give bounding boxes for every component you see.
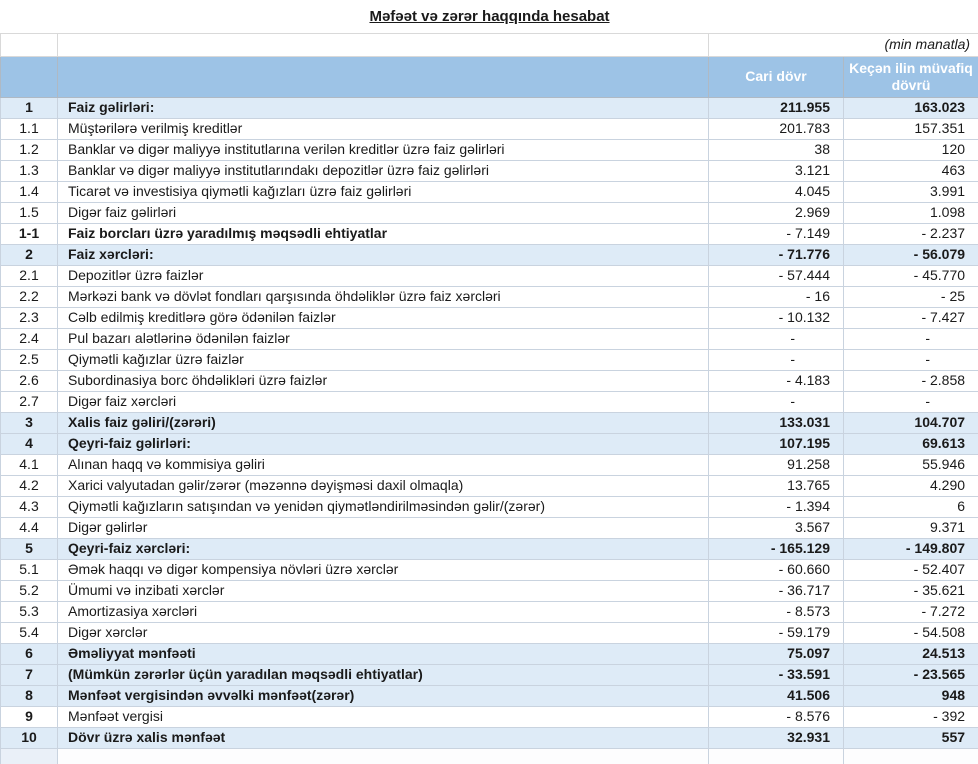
- trailing-empty-row: [1, 748, 978, 764]
- row-label: Qiymətli kağızlar üzrə faizlər: [58, 349, 709, 370]
- table-row: [1, 496, 978, 517]
- row-label: Xarici valyutadan gəlir/zərər (məzənnə dəyişməsi daxil olmaqla): [58, 475, 709, 496]
- row-value-current: - 36.717: [709, 580, 844, 601]
- row-label: Ticarət və investisiya qiymətli kağızları üzrə faiz gəlirləri: [58, 181, 709, 202]
- row-value-previous: - 52.407: [844, 559, 978, 580]
- row-value-current: - 7.149: [709, 223, 844, 244]
- row-value-current: - 1.394: [709, 496, 844, 517]
- table-row: [1, 97, 978, 118]
- unit-note: (min manatla): [709, 33, 978, 56]
- row-value-current: -: [709, 349, 844, 370]
- row-label: Müştərilərə verilmiş kreditlər: [58, 118, 709, 139]
- table-row: [1, 559, 978, 580]
- row-label: Mənfəət vergisi: [58, 706, 709, 727]
- page-title: Məfəət və zərər haqqında hesabat: [369, 7, 610, 25]
- table-row: [1, 580, 978, 601]
- row-number: 5.1: [1, 559, 58, 580]
- row-value-previous: - 56.079: [844, 244, 978, 265]
- row-value-current: - 33.591: [709, 664, 844, 685]
- row-value-previous: - 2.237: [844, 223, 978, 244]
- row-value-previous: - 392: [844, 706, 978, 727]
- row-value-previous: 104.707: [844, 412, 978, 433]
- header-cell-label: [58, 56, 709, 97]
- row-number: 2.7: [1, 391, 58, 412]
- table-row: [1, 538, 978, 559]
- row-value-current: 2.969: [709, 202, 844, 223]
- table-row: [1, 601, 978, 622]
- row-value-previous: 9.371: [844, 517, 978, 538]
- row-label: Banklar və digər maliyyə institutlarına verilən kreditlər üzrə faiz gəlirləri: [58, 139, 709, 160]
- row-number: 1.3: [1, 160, 58, 181]
- table-row: [1, 118, 978, 139]
- row-value-current: - 57.444: [709, 265, 844, 286]
- row-value-previous: -: [844, 328, 978, 349]
- row-value-previous: 6: [844, 496, 978, 517]
- row-number: 1.4: [1, 181, 58, 202]
- row-value-previous: 1.098: [844, 202, 978, 223]
- row-label: Mərkəzi bank və dövlət fondları qarşısında öhdəliklər üzrə faiz xərcləri: [58, 286, 709, 307]
- row-label: Cəlb edilmiş kreditlərə görə ödənilən faizlər: [58, 307, 709, 328]
- row-label: Faiz gəlirləri:: [58, 97, 709, 118]
- row-value-previous: - 7.272: [844, 601, 978, 622]
- row-value-current: 41.506: [709, 685, 844, 706]
- table-row: [1, 685, 978, 706]
- row-value-current: 32.931: [709, 727, 844, 748]
- row-label: Depozitlər üzrə faizlər: [58, 265, 709, 286]
- row-number: 1.1: [1, 118, 58, 139]
- table-row: [1, 454, 978, 475]
- row-value-previous: - 149.807: [844, 538, 978, 559]
- row-value-previous: - 23.565: [844, 664, 978, 685]
- row-number: 1-1: [1, 223, 58, 244]
- row-number: 4: [1, 433, 58, 454]
- row-number: 2.3: [1, 307, 58, 328]
- row-value-current: 4.045: [709, 181, 844, 202]
- table-row: [1, 475, 978, 496]
- table-row: [1, 412, 978, 433]
- row-value-previous: -: [844, 391, 978, 412]
- row-label: Alınan haqq və kommisiya gəliri: [58, 454, 709, 475]
- row-value-previous: - 45.770: [844, 265, 978, 286]
- row-label: Digər faiz xərcləri: [58, 391, 709, 412]
- row-value-previous: 948: [844, 685, 978, 706]
- row-number: 4.2: [1, 475, 58, 496]
- trailing-cell-b: [58, 748, 709, 764]
- row-label: Əmək haqqı və digər kompensiya növləri üzrə xərclər: [58, 559, 709, 580]
- row-value-previous: 69.613: [844, 433, 978, 454]
- row-value-previous: 55.946: [844, 454, 978, 475]
- row-value-previous: 557: [844, 727, 978, 748]
- row-number: 5.3: [1, 601, 58, 622]
- row-number: 1.2: [1, 139, 58, 160]
- row-number: 2.2: [1, 286, 58, 307]
- trailing-cell-d: [844, 748, 978, 764]
- table-row: [1, 664, 978, 685]
- title-cell: [1, 0, 978, 33]
- row-value-previous: 463: [844, 160, 978, 181]
- row-number: 9: [1, 706, 58, 727]
- row-number: 1.5: [1, 202, 58, 223]
- row-label: Qeyri-faiz xərcləri:: [58, 538, 709, 559]
- table-row: [1, 160, 978, 181]
- note-row-cell-b: [58, 33, 709, 56]
- header-cell-number: [1, 56, 58, 97]
- row-value-current: - 8.576: [709, 706, 844, 727]
- table-row: [1, 244, 978, 265]
- row-value-current: - 10.132: [709, 307, 844, 328]
- row-number: 8: [1, 685, 58, 706]
- table-row: [1, 706, 978, 727]
- row-label: Qiymətli kağızların satışından və yenidən qiymətləndirilməsindən gəlir/(zərər): [58, 496, 709, 517]
- table-row: [1, 223, 978, 244]
- row-number: 5: [1, 538, 58, 559]
- row-value-current: 13.765: [709, 475, 844, 496]
- table-row: [1, 349, 978, 370]
- row-label: Pul bazarı alətlərinə ödənilən faizlər: [58, 328, 709, 349]
- table-row: [1, 307, 978, 328]
- row-value-current: - 60.660: [709, 559, 844, 580]
- row-number: 6: [1, 643, 58, 664]
- row-value-current: -: [709, 328, 844, 349]
- report-table-body: [1, 97, 978, 748]
- row-number: 4.4: [1, 517, 58, 538]
- row-value-current: - 4.183: [709, 370, 844, 391]
- row-value-current: - 8.573: [709, 601, 844, 622]
- row-number: 3: [1, 412, 58, 433]
- row-value-current: 38: [709, 139, 844, 160]
- row-label: Mənfəət vergisindən əvvəlki mənfəət(zərər): [58, 685, 709, 706]
- row-value-current: 107.195: [709, 433, 844, 454]
- column-header-row: [1, 56, 978, 97]
- row-value-current: -: [709, 391, 844, 412]
- row-label: Faiz xərcləri:: [58, 244, 709, 265]
- table-row: [1, 727, 978, 748]
- table-row: [1, 181, 978, 202]
- table-row: [1, 391, 978, 412]
- row-label: Dövr üzrə xalis mənfəət: [58, 727, 709, 748]
- row-number: 2.5: [1, 349, 58, 370]
- table-row: [1, 622, 978, 643]
- table-row: [1, 202, 978, 223]
- row-label: Amortizasiya xərcləri: [58, 601, 709, 622]
- row-value-current: 133.031: [709, 412, 844, 433]
- row-value-previous: 24.513: [844, 643, 978, 664]
- row-label: (Mümkün zərərlər üçün yaradılan məqsədli ehtiyatlar): [58, 664, 709, 685]
- row-value-previous: - 2.858: [844, 370, 978, 391]
- row-value-current: - 59.179: [709, 622, 844, 643]
- row-label: Banklar və digər maliyyə institutlarındakı depozitlər üzrə faiz gəlirləri: [58, 160, 709, 181]
- row-number: 5.2: [1, 580, 58, 601]
- row-value-previous: - 35.621: [844, 580, 978, 601]
- header-cell-previous-period: Keçən ilin müvafiq dövrü: [844, 56, 978, 97]
- row-value-current: 75.097: [709, 643, 844, 664]
- row-number: 4.1: [1, 454, 58, 475]
- row-label: Qeyri-faiz gəlirləri:: [58, 433, 709, 454]
- row-value-previous: - 7.427: [844, 307, 978, 328]
- row-number: 4.3: [1, 496, 58, 517]
- row-number: 10: [1, 727, 58, 748]
- row-label: Digər faiz gəlirləri: [58, 202, 709, 223]
- table-row: [1, 370, 978, 391]
- row-value-previous: 157.351: [844, 118, 978, 139]
- trailing-cell-c: [709, 748, 844, 764]
- table-row: [1, 643, 978, 664]
- table-row: [1, 139, 978, 160]
- row-value-previous: 3.991: [844, 181, 978, 202]
- row-value-previous: 4.290: [844, 475, 978, 496]
- row-label: Xalis faiz gəliri/(zərəri): [58, 412, 709, 433]
- row-number: 5.4: [1, 622, 58, 643]
- row-value-current: - 71.776: [709, 244, 844, 265]
- row-value-current: - 165.129: [709, 538, 844, 559]
- row-number: 2: [1, 244, 58, 265]
- row-number: 1: [1, 97, 58, 118]
- table-row: [1, 433, 978, 454]
- table-row: [1, 286, 978, 307]
- unit-note-row: [1, 33, 978, 56]
- row-value-current: 201.783: [709, 118, 844, 139]
- row-label: Faiz borcları üzrə yaradılmış məqsədli ehtiyatlar: [58, 223, 709, 244]
- row-value-current: 3.567: [709, 517, 844, 538]
- row-value-current: - 16: [709, 286, 844, 307]
- row-value-current: 211.955: [709, 97, 844, 118]
- row-value-previous: - 25: [844, 286, 978, 307]
- table-row: [1, 265, 978, 286]
- row-number: 2.1: [1, 265, 58, 286]
- row-label: Digər gəlirlər: [58, 517, 709, 538]
- row-value-previous: - 54.508: [844, 622, 978, 643]
- row-value-previous: -: [844, 349, 978, 370]
- row-value-current: 91.258: [709, 454, 844, 475]
- table-row: [1, 328, 978, 349]
- row-number: 2.6: [1, 370, 58, 391]
- header-cell-current-period: Cari dövr: [709, 56, 844, 97]
- row-label: Ümumi və inzibati xərclər: [58, 580, 709, 601]
- row-label: Əməliyyat mənfəəti: [58, 643, 709, 664]
- row-label: Digər xərclər: [58, 622, 709, 643]
- row-value-previous: 120: [844, 139, 978, 160]
- row-number: 7: [1, 664, 58, 685]
- trailing-cell-a: [1, 748, 58, 764]
- row-value-current: 3.121: [709, 160, 844, 181]
- note-row-cell-a: [1, 33, 58, 56]
- row-value-previous: 163.023: [844, 97, 978, 118]
- row-label: Subordinasiya borc öhdəlikləri üzrə faizlər: [58, 370, 709, 391]
- row-number: 2.4: [1, 328, 58, 349]
- table-row: [1, 517, 978, 538]
- title-row: [1, 0, 978, 33]
